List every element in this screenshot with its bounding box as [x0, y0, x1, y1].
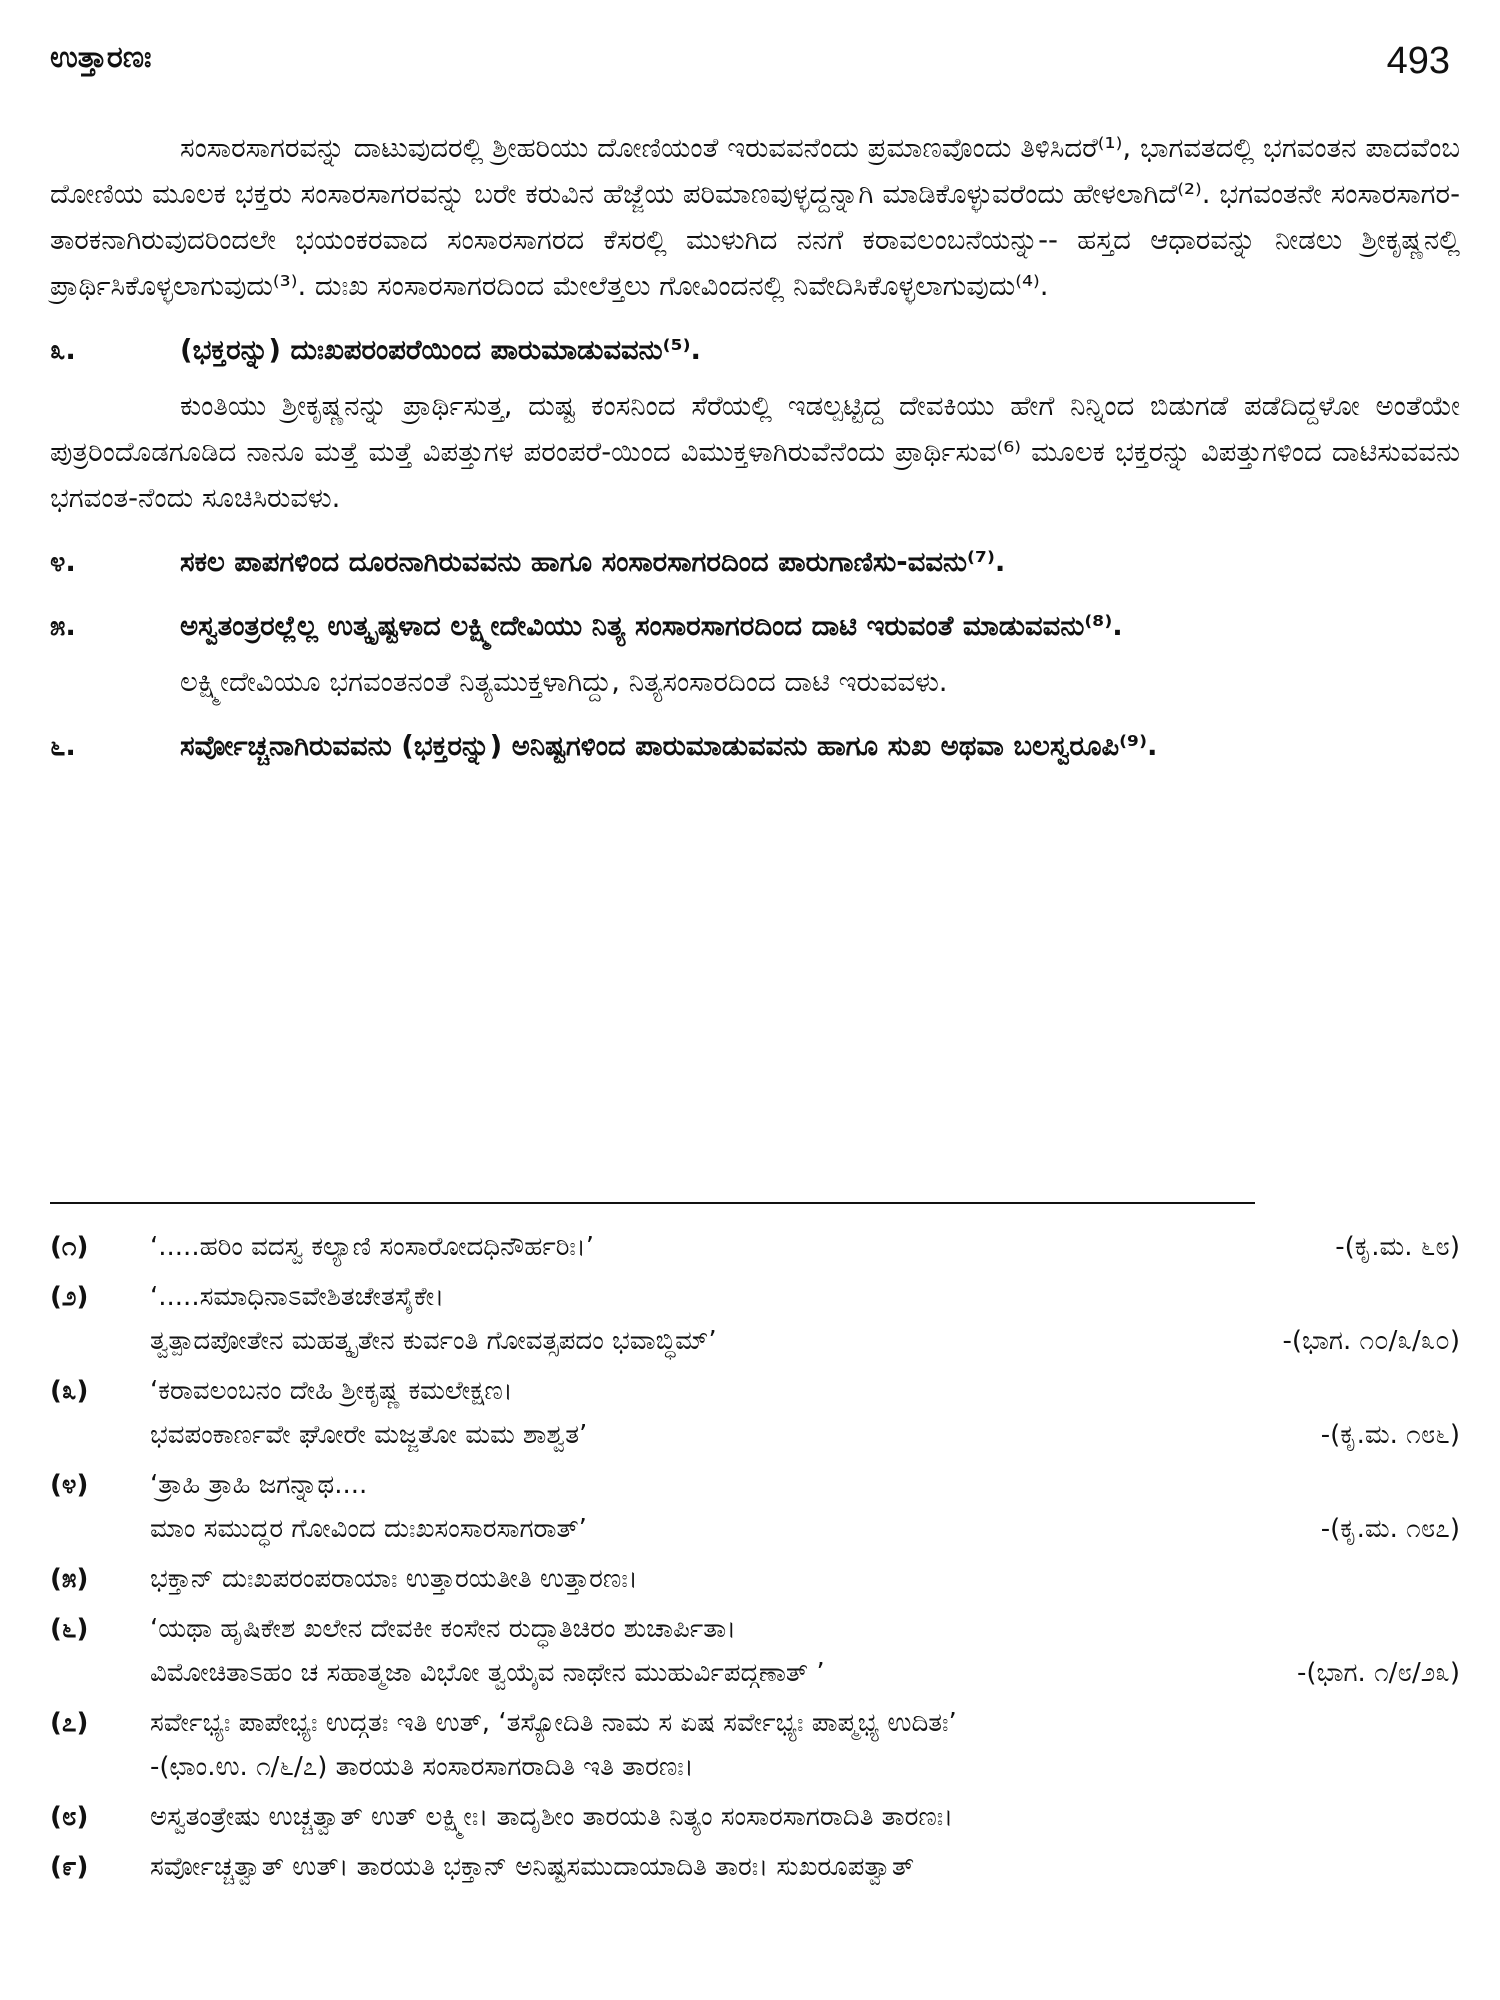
list-item: [50, 603, 1460, 649]
page-number: 493: [1386, 40, 1450, 82]
footnote-reference: -(ಕೃ.ಮ. ೧೮೬): [1320, 1420, 1460, 1450]
item-heading: ಅಸ್ವತಂತ್ರರಲ್ಲೆಲ್ಲ ಉತ್ಕೃಷ್ಟಳಾದ ಲಕ್ಷ್ಮೀದೇವಿಯು ನಿತ್ಯ ಸಂಸಾರಸಾಗರದಿಂದ ದಾಟಿ ಇರುವಂತೆ ಮಾಡುವವನು⁽⁸⁾.: [180, 610, 1123, 642]
footnote-reference: -(ಭಾಗ. ೧೦/೩/೩೦): [1282, 1326, 1460, 1356]
footnote-number: (೪): [50, 1470, 89, 1500]
footnote-text: -(ಛಾಂ.ಉ. ೧/೬/೭) ತಾರಯತಿ ಸಂಸಾರಸಾಗರಾದಿತಿ ಇತಿ ತಾರಣಃ।: [150, 1752, 694, 1782]
footnote-divider: [50, 1202, 1255, 1204]
footnote-text: ಸರ್ವೇಭ್ಯಃ ಪಾಪೇಭ್ಯಃ ಉದ್ಗತಃ ಇತಿ ಉತ್, ‘ತಸ್ಯೋದಿತಿ ನಾಮ ಸ ಏಷ ಸರ್ವೇಭ್ಯಃ ಪಾಪ್ಮಭ್ಯ ಉದಿತಃ’: [150, 1708, 957, 1738]
footnote-number: (೩): [50, 1376, 89, 1406]
footnote-reference: -(ಕೃ.ಮ. ೬೮): [1335, 1232, 1460, 1262]
footnotes: [50, 1225, 1460, 1895]
footnote: [50, 1225, 1460, 1269]
item-number: ೩.: [50, 334, 76, 366]
footnote: [50, 1463, 1460, 1551]
footnote-number: (೯): [50, 1852, 89, 1882]
item-paragraph: ಲಕ್ಷ್ಮೀದೇವಿಯೂ ಭಗವಂತನಂತೆ ನಿತ್ಯಮುಕ್ತಳಾಗಿದ್ದು, ನಿತ್ಯಸಂಸಾರದಿಂದ ದಾಟಿ ಇರುವವಳು.: [180, 666, 948, 698]
footnote-text: ‘ಯಥಾ ಹೃಷಿಕೇಶ ಖಲೇನ ದೇವಕೀ ಕಂಸೇನ ರುದ್ಧಾತಿಚಿರಂ ಶುಚಾರ್ಪಿತಾ।: [150, 1614, 737, 1644]
item-paragraph: ಕುಂತಿಯು ಶ್ರೀಕೃಷ್ಣನನ್ನು ಪ್ರಾರ್ಥಿಸುತ್ತ, ದುಷ್ಟ ಕಂಸನಿಂದ ಸೆರೆಯಲ್ಲಿ ಇಡಲ್ಪಟ್ಟಿದ್ದ ದೇವಕಿಯು ಹೇಗೆ ನಿನ್ನಿಂದ ಬಿಡುಗಡೆ ಪಡೆದಿದ್ದಳೋ ಅಂತೆಯೇ ಪುತ್ರರಿಂದೊಡಗೂಡಿದ ನಾನೂ ಮತ್ತೆ ಮತ್ತೆ ವಿಪತ್ತುಗಳ ಪರಂಪರೆ-ಯಿಂದ ವಿಮುಕ್ತಳಾಗಿರುವೆನೆಂದು ಪ್ರಾರ್ಥಿಸುವ⁽⁶⁾ ಮೂಲಕ ಭಕ್ತರನ್ನು ವಿಪತ್ತುಗಳಿಂದ ದಾಟಿಸುವವನು ಭಗವಂತ-ನೆಂದು ಸೂಚಿಸಿರುವಳು.: [50, 390, 1460, 514]
list-item: [50, 723, 1460, 769]
item-heading: ಸರ್ವೋಚ್ಚನಾಗಿರುವವನು (ಭಕ್ತರನ್ನು) ಅನಿಷ್ಟಗಳಿಂದ ಪಾರುಮಾಡುವವನು ಹಾಗೂ ಸುಖ ಅಥವಾ ಬಲಸ್ವರೂಪಿ⁽⁹⁾.: [180, 730, 1158, 762]
footnote: [50, 1845, 1460, 1889]
item-heading: ಸಕಲ ಪಾಪಗಳಿಂದ ದೂರನಾಗಿರುವವನು ಹಾಗೂ ಸಂಸಾರಸಾಗರದಿಂದ ಪಾರುಗಾಣಿಸು-ವವನು⁽⁷⁾.: [180, 546, 1006, 578]
footnote-text: ‘ಕರಾವಲಂಬನಂ ದೇಹಿ ಶ್ರೀಕೃಷ್ಣ ಕಮಲೇಕ್ಷಣ।: [150, 1376, 513, 1406]
footnote-text: ಭವಪಂಕಾರ್ಣವೇ ಘೋರೇ ಮಜ್ಜತೋ ಮಮ ಶಾಶ್ವತ’: [150, 1420, 588, 1450]
footnote-number: (೭): [50, 1708, 89, 1738]
footnote-text: ವಿಮೋಚಿತಾಽಹಂ ಚ ಸಹಾತ್ಮಜಾ ವಿಭೋ ತ್ವಯೈವ ನಾಥೇನ ಮುಹುರ್ವಿಪದ್ಗಣಾತ್ ’: [150, 1658, 825, 1688]
item-heading: (ಭಕ್ತರನ್ನು) ದುಃಖಪರಂಪರೆಯಿಂದ ಪಾರುಮಾಡುವವನು⁽⁵⁾.: [180, 334, 701, 366]
item-number: ೫.: [50, 610, 76, 642]
footnote: [50, 1369, 1460, 1457]
footnote-text: ‘.....ಸಮಾಧಿನಾಽವೇಶಿತಚೇತಸೈಕೇ।: [150, 1282, 445, 1312]
body-text: [50, 125, 1460, 779]
footnote-reference: -(ಭಾಗ. ೧/೮/೨೩): [1297, 1658, 1460, 1688]
footnote-text: ‘.....ಹರಿಂ ವದಸ್ವ ಕಲ್ಯಾಣಿ ಸಂಸಾರೋದಧಿನೌರ್ಹರಿಃ।’: [150, 1232, 595, 1262]
footnote-text: ತ್ವತ್ಪಾದಪೋತೇನ ಮಹತ್ಕೃತೇನ ಕುರ್ವಂತಿ ಗೋವತ್ಸಪದಂ ಭವಾಬ್ಧಿಮ್’: [150, 1326, 717, 1356]
item-number: ೬.: [50, 730, 76, 762]
footnote: [50, 1275, 1460, 1363]
footnote-number: (೬): [50, 1614, 89, 1644]
footnote-text: ಮಾಂ ಸಮುದ್ಧರ ಗೋವಿಂದ ದುಃಖಸಂಸಾರಸಾಗರಾತ್’: [150, 1514, 587, 1544]
footnote-number: (೧): [50, 1232, 89, 1262]
footnote-number: (೮): [50, 1802, 89, 1832]
intro-paragraph: ಸಂಸಾರಸಾಗರವನ್ನು ದಾಟುವುದರಲ್ಲಿ ಶ್ರೀಹರಿಯು ದೋಣಿಯಂತೆ ಇರುವವನೆಂದು ಪ್ರಮಾಣವೊಂದು ತಿಳಿಸಿದರೆ⁽¹⁾, ಭಾಗವತದಲ್ಲಿ ಭಗವಂತನ ಪಾದವೆಂಬ ದೋಣಿಯ ಮೂಲಕ ಭಕ್ತರು ಸಂಸಾರಸಾಗರವನ್ನು ಬರೇ ಕರುವಿನ ಹೆಜ್ಜೆಯ ಪರಿಮಾಣವುಳ್ಳದ್ದನ್ನಾಗಿ ಮಾಡಿಕೊಳ್ಳುವರೆಂದು ಹೇಳಲಾಗಿದೆ⁽²⁾. ಭಗವಂತನೇ ಸಂಸಾರಸಾಗರ-ತಾರಕನಾಗಿರುವುದರಿಂದಲೇ ಭಯಂಕರವಾದ ಸಂಸಾರಸಾಗರದ ಕೆಸರಲ್ಲಿ ಮುಳುಗಿದ ನನಗೆ ಕರಾವಲಂಬನೆಯನ್ನು-- ಹಸ್ತದ ಆಧಾರವನ್ನು ನೀಡಲು ಶ್ರೀಕೃಷ್ಣನಲ್ಲಿ ಪ್ರಾರ್ಥಿಸಿಕೊಳ್ಳಲಾಗುವುದು⁽³⁾. ದುಃಖ ಸಂಸಾರಸಾಗರದಿಂದ ಮೇಲೆತ್ತಲು ಗೋವಿಂದನಲ್ಲಿ ನಿವೇದಿಸಿಕೊಳ್ಳಲಾಗುವುದು⁽⁴⁾.: [50, 132, 1460, 302]
footnote-text: ಅಸ್ವತಂತ್ರೇಷು ಉಚ್ಚತ್ವಾತ್ ಉತ್ ಲಕ್ಷ್ಮೀಃ। ತಾದೃಶೀಂ ತಾರಯತಿ ನಿತ್ಯಂ ಸಂಸಾರಸಾಗರಾದಿತಿ ತಾರಣಃ।: [150, 1802, 954, 1832]
footnote: [50, 1607, 1460, 1695]
footnote-number: (೫): [50, 1564, 89, 1594]
list-item: [50, 539, 1460, 585]
item-number: ೪.: [50, 546, 76, 578]
footnote: [50, 1557, 1460, 1601]
page-header: [50, 40, 1460, 100]
footnote-text: ‘ತ್ರಾಹಿ ತ್ರಾಹಿ ಜಗನ್ನಾಥ....: [150, 1470, 368, 1500]
footnote-number: (೨): [50, 1282, 89, 1312]
list-item: [50, 327, 1460, 373]
footnote: [50, 1795, 1460, 1839]
footnote-text: ಸರ್ವೋಚ್ಚತ್ವಾತ್ ಉತ್। ತಾರಯತಿ ಭಕ್ತಾನ್ ಅನಿಷ್ಟಸಮುದಾಯಾದಿತಿ ತಾರಃ। ಸುಖರೂಪತ್ವಾತ್: [150, 1852, 915, 1882]
running-title: ಉತ್ತಾರಣಃ: [50, 40, 152, 75]
footnote-reference: -(ಕೃ.ಮ. ೧೮೭): [1320, 1514, 1460, 1544]
footnote: [50, 1701, 1460, 1789]
footnote-text: ಭಕ್ತಾನ್ ದುಃಖಪರಂಪರಾಯಾಃ ಉತ್ತಾರಯತೀತಿ ಉತ್ತಾರಣಃ।: [150, 1564, 638, 1594]
